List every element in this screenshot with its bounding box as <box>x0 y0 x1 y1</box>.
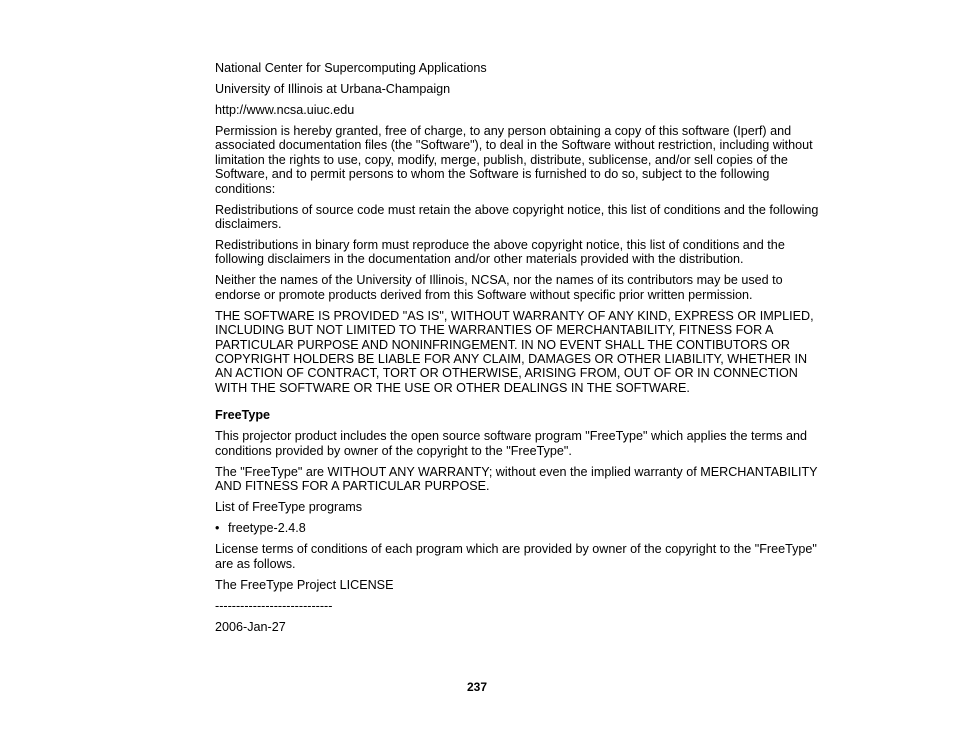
document-body <box>215 61 827 641</box>
warranty-disclaimer-paragraph: THE SOFTWARE IS PROVIDED "AS IS", WITHOUT WARRANTY OF ANY KIND, EXPRESS OR IMPLIED, INCLUDING BUT NOT LIMITED TO THE WARRANTIES OF MERCHANTABILITY, FITNESS FOR A PARTICULAR PURPOSE AND NONINFRINGEMENT. IN NO EVENT SHALL THE CONTIBUTORS OR COPYRIGHT HOLDERS BE LIABLE FOR ANY CLAIM, DAMAGES OR OTHER LIABILITY, WHETHER IN AN ACTION OF CONTRACT, TORT OR OTHERWISE, ARISING FROM, OUT OF OR IN CONNECTION WITH THE SOFTWARE OR THE USE OR OTHER DEALINGS IN THE SOFTWARE. <box>215 308 814 395</box>
freetype-warranty-paragraph: The "FreeType" are WITHOUT ANY WARRANTY; without even the implied warranty of MERCHANTABILITY AND FITNESS FOR A PARTICULAR PURPOSE. <box>215 464 818 494</box>
organization-name: National Center for Supercomputing Applications <box>215 61 487 75</box>
university-name: University of Illinois at Urbana-Champaign <box>215 82 451 96</box>
ncsa-url: http://www.ncsa.uiuc.edu <box>215 103 355 117</box>
license-terms-paragraph: License terms of conditions of each program which are provided by owner of the copyright to the "FreeType" are as follows. <box>215 542 817 571</box>
permission-paragraph: Permission is hereby granted, free of charge, to any person obtaining a copy of this software (Iperf) and associated documentation files (the "Software"), to deal in the Software without restriction, including without limitation the rights to use, copy, modify, merge, publish, distribute, sublicense, and/or sell copies of the Software, and to permit persons to whom the Software is furnished to do so, subject to the following conditions: <box>215 124 813 196</box>
freetype-programs-label: List of FreeType programs <box>215 500 362 515</box>
separator-line: ---------------------------- <box>215 598 333 613</box>
license-date: 2006-Jan-27 <box>215 619 286 634</box>
endorsement-paragraph: Neither the names of the University of Illinois, NCSA, nor the names of its contributors may be used to endorse or promote products derived from this Software without specific prior written permission. <box>215 273 783 302</box>
freetype-heading: FreeType <box>215 408 271 423</box>
page-number: 237 <box>466 680 488 694</box>
freetype-version: freetype-2.4.8 <box>228 521 306 536</box>
license-title: The FreeType Project LICENSE <box>215 577 394 592</box>
binary-redistribution-paragraph: Redistributions in binary form must reproduce the above copyright notice, this list of conditions and the following disclaimers in the documentation and/or other materials provided with the distribution. <box>215 238 785 267</box>
freetype-intro-paragraph: This projector product includes the open source software program "FreeType" which applies the terms and conditions provided by owner of the copyright to the "FreeType". <box>215 429 808 458</box>
bullet-icon: • <box>215 521 220 536</box>
list-item <box>215 521 827 535</box>
source-redistribution-paragraph: Redistributions of source code must retain the above copyright notice, this list of conditions and the following disclaimers. <box>215 202 819 232</box>
